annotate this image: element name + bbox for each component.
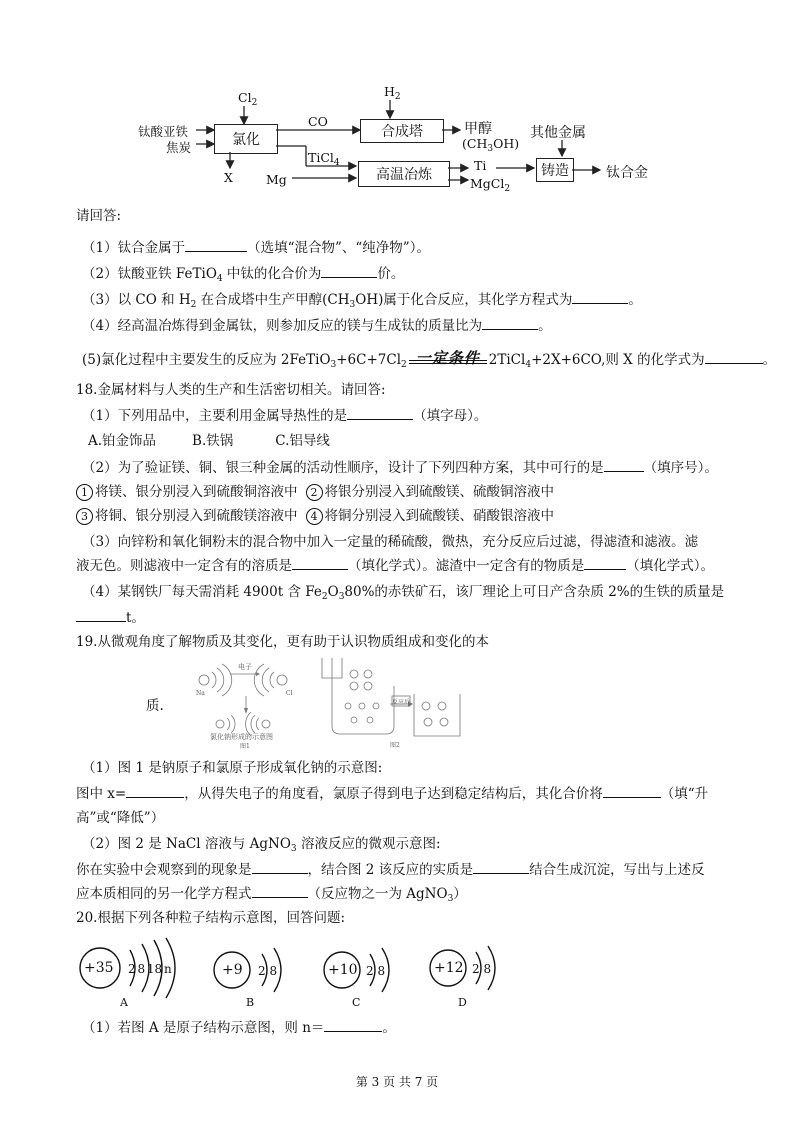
atom-a-label: A <box>120 996 128 1009</box>
page-footer: 第 3 页 共 7 页 <box>355 1075 439 1089</box>
q19-part2-line2: 你在实验中会观察到的现象是 ，结合图 2 该反应的实质是 结合生成沉淀，写出与上述反 <box>76 862 705 878</box>
q20-part1: （1）若图 A 是原子结构示意图，则 n＝ 。 <box>82 1020 396 1036</box>
answer-blank[interactable] <box>473 861 529 874</box>
ti-label: Ti <box>474 158 487 173</box>
cl2-label: $Cl_2$ <box>238 90 258 108</box>
answer-blank[interactable] <box>76 609 126 622</box>
answer-blank[interactable] <box>603 785 661 798</box>
casting-box: 铸造 <box>536 158 574 182</box>
figure-1: 电子 Na Cl 氯化钠形成的示意图 图1 <box>190 660 306 750</box>
atom-d-label: D <box>458 996 467 1009</box>
atom-a-shells: 2 8 18 n <box>128 962 172 976</box>
answer-blank[interactable] <box>324 1019 382 1032</box>
q18-schemes-row1: 1 将镁、银分别浸入到硫酸铜溶液中 2 将银分别浸入到硫酸镁、硫酸铜溶液中 <box>76 482 554 502</box>
atom-c-core: +10 <box>328 962 358 978</box>
answer-blank[interactable] <box>126 785 184 798</box>
scheme-number: 2 <box>306 484 323 501</box>
q19-title: 19.从微观角度了解物质及其变化，更有助于认识物质组成和变化的本 <box>76 634 489 650</box>
titanium-alloy-label: 钛合金 <box>606 165 648 181</box>
option-a: A.铂金饰品 <box>88 433 157 449</box>
q18-options <box>88 431 330 451</box>
q20-title: 20.根据下列各种粒子结构示意图，回答问题: <box>76 910 346 926</box>
reaction-condition: 一定条件 <box>409 362 487 364</box>
h2-label: $H_2$ <box>384 84 401 102</box>
q18-part3-line2: 液无色。则滤液中一定含有的溶质是 （填化学式）。滤渣中一定含有的物质是 （填化学式）。 <box>76 558 714 574</box>
q18-part4: （4）某钢铁厂每天需消耗 4900t 含 $Fe_2O_380\%$的赤铁矿石，该厂理论上可日产含杂质 2%的生铁的质量是 <box>82 584 725 602</box>
answer-blank[interactable] <box>292 557 348 570</box>
scheme-number: 4 <box>306 508 323 525</box>
flow-diagram <box>0 0 794 200</box>
q19-part1-line3: 高”或“降低”） <box>76 810 165 826</box>
q19-part2-line3: 应本质相同的另一化学方程式 （反应物之一为 AgNO$_3$） <box>76 886 467 904</box>
answer-blank[interactable] <box>705 351 763 364</box>
atom-b-core: +9 <box>222 962 243 978</box>
figure-2: 反应后 图2 <box>318 656 468 752</box>
other-metal-label: 其他金属 <box>530 125 586 141</box>
smelting-box: 高温冶炼 <box>358 161 450 187</box>
atom-c-label: C <box>352 996 361 1009</box>
atom-d-shells: 2 8 <box>472 962 492 976</box>
q17-intro: 请回答: <box>76 208 122 224</box>
answer-blank[interactable] <box>604 459 644 472</box>
q17-part4: （4）经高温冶炼得到金属钛，则参加反应的镁与生成钛的质量比为 。 <box>82 318 552 334</box>
mg-label: Mg <box>266 172 287 187</box>
atom-a-core: +35 <box>84 960 114 976</box>
atom-c-shells: 2 8 <box>366 964 386 978</box>
q19-part2: （2）图 2 是 NaCl 溶液与 AgNO$_3$ 溶液反应的微观示意图: <box>82 836 441 854</box>
q19-part1-line2: 图中 x= ，从得失电子的角度看，氯原子得到电子达到稳定结构后，其化合价将 （填“升 <box>76 786 709 802</box>
synthesis-tower-box: 合成塔 <box>360 119 444 143</box>
q18-part1: （1）下列用品中，主要利用金属导热性的是 （填字母）。 <box>82 408 488 424</box>
q18-part3-line1: （3）向锌粉和氧化铜粉末的混合物中加入一定量的稀硫酸，微热，充分反应后过滤，得滤渣和滤液。滤 <box>82 534 699 550</box>
answer-blank[interactable] <box>482 317 538 330</box>
option-c: C.铝导线 <box>275 433 330 449</box>
raw-material-2: 焦炭 <box>166 140 192 155</box>
option-b: B.铁锅 <box>192 433 234 449</box>
atom-b-label: B <box>246 996 255 1009</box>
ticl4-label: TiCl$_4$ <box>308 150 340 168</box>
answer-blank[interactable] <box>584 557 626 570</box>
q18-title: 18.金属材料与人类的生产和生活密切相关。请回答: <box>76 382 386 398</box>
q19-zhi: 质. <box>146 698 164 714</box>
methanol-formula: $(CH_3OH)$ <box>462 136 520 154</box>
q18-part2: （2）为了验证镁、铜、银三种金属的活动性顺序，设计了下列四种方案，其中可行的是 （填序号）。 <box>82 460 718 476</box>
q17-part5: (5)氯化过程中主要发生的反应为 $2FeTiO_3+6C+7Cl_2$ 一定条件 2TiCl$_4$+2X+6CO,则 X 的化学式为 。 <box>82 349 777 370</box>
q18-schemes-row2: 3 将铜、银分别浸入到硫酸镁溶液中 4 将铜分别浸入到硫酸镁、硝酸银溶液中 <box>76 506 554 526</box>
atom-b-shells: 2 8 <box>258 964 278 978</box>
q18-part4-answer: t。 <box>76 608 145 628</box>
particle-structure-diagrams <box>74 936 694 1012</box>
atom-d-core: +12 <box>434 960 464 976</box>
scheme-number: 1 <box>76 484 93 501</box>
answer-blank[interactable] <box>572 291 628 304</box>
co-label: CO <box>308 114 328 129</box>
answer-blank[interactable] <box>185 239 247 252</box>
q19-part1: （1）图 1 是钠原子和氯原子形成氧化钠的示意图: <box>82 760 383 776</box>
q17-part1: （1）钛合金属于 （选填“混合物”、“纯净物”）。 <box>82 240 430 256</box>
answer-blank[interactable] <box>252 861 308 874</box>
methanol-label: 甲醇 <box>464 121 492 137</box>
answer-blank[interactable] <box>347 407 413 420</box>
answer-blank[interactable] <box>321 265 377 278</box>
q17-part3: （3）以 CO 和 $H_2$ 在合成塔中生产甲醇$(CH_3OH)$属于化合反应，其化学方程式为 。 <box>82 292 642 310</box>
chlorination-box: 氯化 <box>214 124 278 154</box>
mgcl2-label: MgCl$_2$ <box>470 176 511 194</box>
x-label: X <box>224 170 233 185</box>
answer-blank[interactable] <box>252 885 308 898</box>
q17-part2: （2）钛酸亚铁 FeTiO$_4$ 中钛的化合价为 价。 <box>82 266 405 284</box>
raw-material-1: 钛酸亚铁 <box>138 124 189 139</box>
scheme-number: 3 <box>76 508 93 525</box>
